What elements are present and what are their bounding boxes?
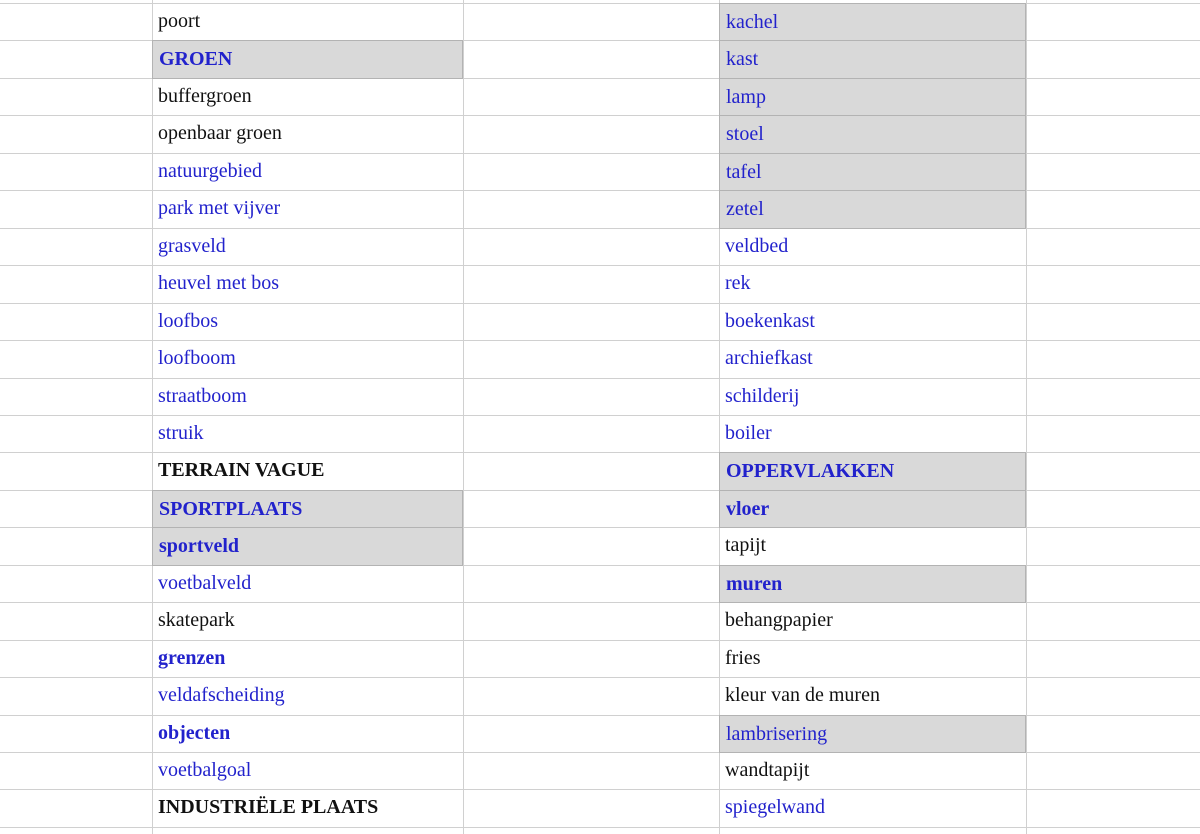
cell-left-19[interactable]: veldafscheiding [158, 684, 285, 706]
cell-right-17[interactable]: behangpapier [725, 609, 833, 631]
cell-right-21[interactable]: wandtapijt [725, 759, 810, 781]
cell-left-1[interactable]: poort [158, 10, 201, 32]
cell-left-18[interactable]: grenzen [158, 647, 226, 669]
cell-left-22[interactable]: INDUSTRIËLE PLAATS [158, 796, 379, 818]
column-gridline [1026, 0, 1027, 834]
cell-right-15[interactable]: tapijt [725, 534, 767, 556]
cell-right-3[interactable]: lamp [719, 78, 1026, 116]
cell-left-20[interactable]: objecten [158, 722, 231, 744]
cell-right-12[interactable]: boiler [725, 422, 772, 444]
cell-right-16[interactable]: muren [719, 565, 1026, 603]
cell-right-20[interactable]: lambrisering [719, 715, 1026, 753]
cell-left-17[interactable]: skatepark [158, 609, 235, 631]
cell-right-5[interactable]: tafel [719, 153, 1026, 191]
cell-right-8[interactable]: rek [725, 272, 751, 294]
cell-right-22[interactable]: spiegelwand [725, 796, 825, 818]
cell-left-10[interactable]: loofboom [158, 347, 236, 369]
cell-left-3[interactable]: buffergroen [158, 85, 252, 107]
cell-left-11[interactable]: straatboom [158, 385, 247, 407]
cell-right-10[interactable]: archiefkast [725, 347, 813, 369]
cell-left-16[interactable]: voetbalveld [158, 572, 252, 594]
cell-right-4[interactable]: stoel [719, 115, 1026, 154]
cell-right-7[interactable]: veldbed [725, 235, 789, 257]
cell-left-2[interactable]: GROEN [152, 40, 463, 79]
cell-right-18[interactable]: fries [725, 647, 761, 669]
cell-right-9[interactable]: boekenkast [725, 310, 815, 332]
cell-right-1[interactable]: kachel [719, 3, 1026, 41]
cell-right-13[interactable]: OPPERVLAKKEN [719, 452, 1026, 491]
cell-right-19[interactable]: kleur van de muren [725, 684, 880, 706]
cell-left-6[interactable]: park met vijver [158, 197, 281, 219]
cell-right-14[interactable]: vloer [719, 490, 1026, 528]
cell-left-14[interactable]: SPORTPLAATS [152, 490, 463, 528]
cell-left-12[interactable]: struik [158, 422, 204, 444]
cell-left-9[interactable]: loofbos [158, 310, 218, 332]
cell-right-2[interactable]: kast [719, 40, 1026, 79]
cell-left-15[interactable]: sportveld [152, 527, 463, 566]
cell-left-5[interactable]: natuurgebied [158, 160, 263, 182]
cell-right-11[interactable]: schilderij [725, 385, 800, 407]
cell-left-21[interactable]: voetbalgoal [158, 759, 252, 781]
cell-left-7[interactable]: grasveld [158, 235, 226, 257]
cell-left-4[interactable]: openbaar groen [158, 122, 282, 144]
cell-right-6[interactable]: zetel [719, 190, 1026, 229]
cell-left-13[interactable]: TERRAIN VAGUE [158, 459, 325, 481]
column-gridline [463, 0, 464, 834]
cell-left-8[interactable]: heuvel met bos [158, 272, 280, 294]
